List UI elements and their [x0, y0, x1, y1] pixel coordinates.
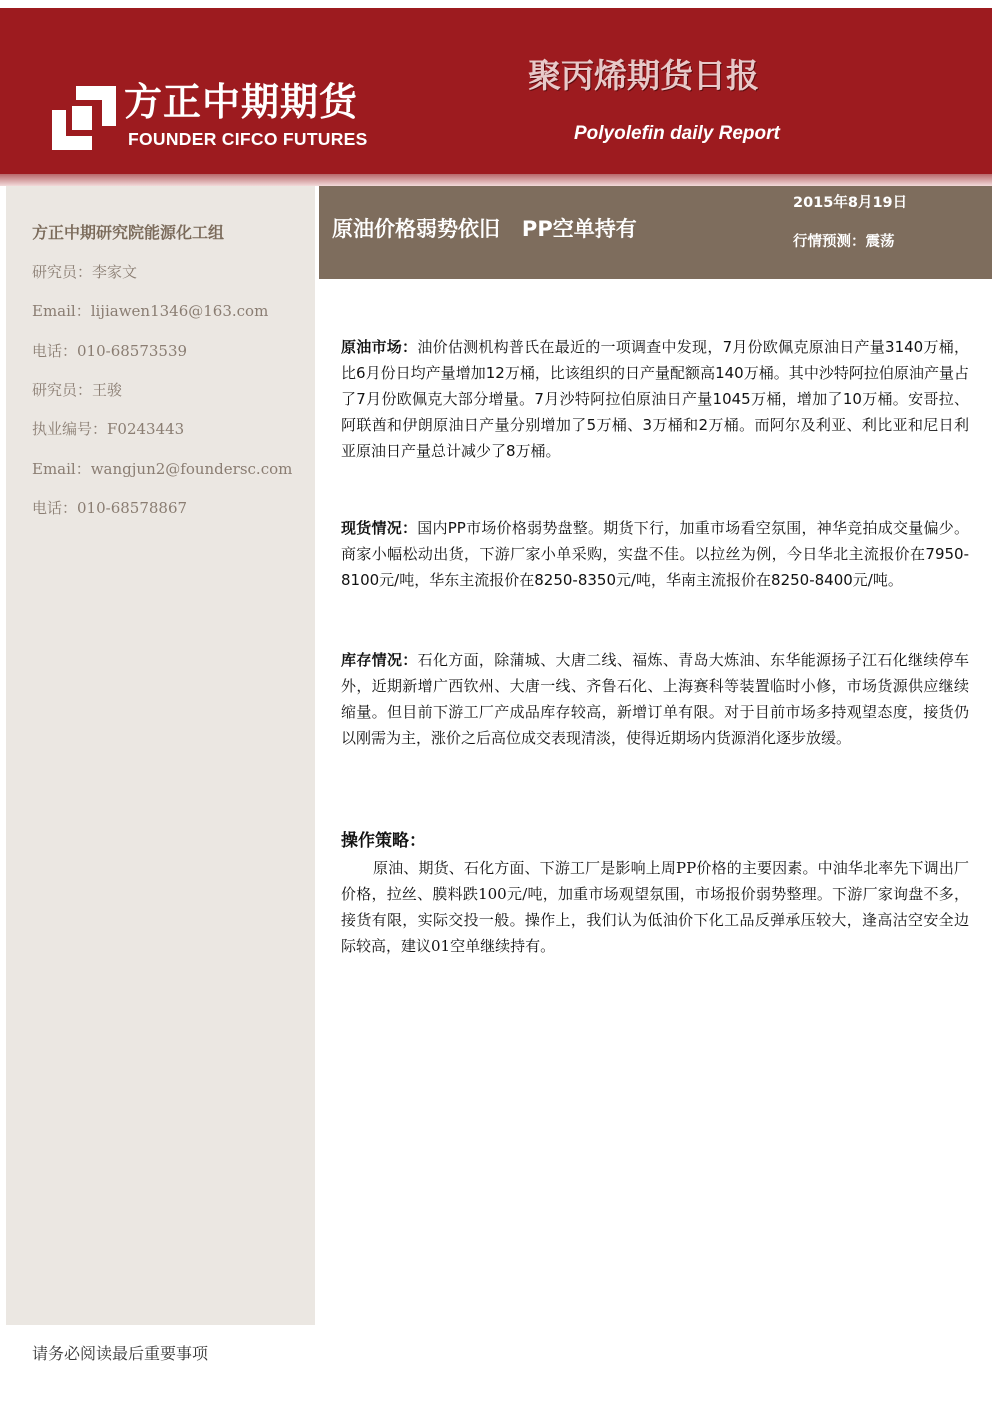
section-text: 石化方面，除蒲城、大唐二线、福炼、青岛大炼油、东华能源扬子江石化继续停车外，近期新增广西钦州、大唐一线、齐鲁石化、上海赛科等装置临时小修，市场货源供应继续缩量。但目前下游工厂产成品库存较高，新增订单有限。对于目前市场多持观望态度，接货仍以刚需为主，涨价之后高位成交表现清淡，使得近期场内货源消化逐步放缓。 — [341, 651, 969, 747]
researcher-1-email[interactable]: Email：lijiawen1346@163.com — [32, 302, 269, 320]
report-date: 2015年8月19日 — [793, 195, 908, 211]
report-subtitle: Polyolefin daily Report — [574, 123, 780, 144]
section-label: 库存情况： — [341, 651, 418, 669]
section-text: 油价估测机构普氏在最近的一项调查中发现，7月份欧佩克原油日产量3140万桶，比6月份日均产量增加12万桶，比该组织的日产量配额高140万桶。其中沙特阿拉伯原油产量占了7月份欧佩克大部分增量。7月沙特阿拉伯原油日产量1045万桶，增加了10万桶。安哥拉、阿联酋和伊朗原油日产量分别增加了5万桶、3万桶和2万桶。而阿尔及利亚、利比亚和尼日利亚原油日产量总计减少了8万桶。 — [341, 338, 969, 460]
footer-disclaimer-note[interactable]: 请务必阅读最后重要事项 — [32, 1344, 209, 1363]
section-crude-oil — [341, 334, 969, 464]
section-spot — [341, 515, 969, 593]
company-logo-icon — [52, 86, 116, 150]
section-text: 国内PP市场价格弱势盘整。期货下行，加重市场看空氛围，神华竞拍成交量偏少。商家小幅松动出货，下游厂家小单采购，实盘不佳。以拉丝为例，今日华北主流报价在7950-8100元/吨，华东主流报价在8250-8350元/吨，华南主流报价在8250-8400元/吨。 — [341, 519, 969, 589]
headline: 原油价格弱势依旧 PP空单持有 — [332, 217, 637, 241]
sidebar — [6, 186, 315, 1325]
headline-banner — [319, 186, 992, 279]
logo-english-name: FOUNDER CIFCO FUTURES — [128, 129, 368, 149]
section-inventory — [341, 647, 969, 751]
market-forecast: 行情预测：震荡 — [793, 234, 895, 250]
researcher-2: 研究员：王骏 — [32, 381, 123, 399]
report-title: 聚丙烯期货日报 — [528, 56, 759, 95]
section-label: 原油市场： — [341, 338, 418, 356]
strategy-heading: 操作策略： — [341, 831, 426, 851]
researcher-1: 研究员：李家文 — [32, 263, 138, 281]
research-group: 方正中期研究院能源化工组 — [32, 223, 225, 242]
strategy-text: 原油、期货、石化方面、下游工厂是影响上周PP价格的主要因素。中油华北率先下调出厂价格，拉丝、膜料跌100元/吨，加重市场观望氛围，市场报价弱势整理。下游厂家询盘不多，接货有限，实际交投一般。操作上，我们认为低油价下化工品反弹承压较大，逢高沽空安全边际较高，建议01空单继续持有。 — [341, 859, 969, 955]
researcher-2-email[interactable]: Email：wangjun2@foundersc.com — [32, 460, 293, 478]
header-divider — [0, 174, 992, 186]
section-label: 现货情况： — [341, 519, 418, 537]
researcher-2-phone: 电话：010-68578867 — [32, 499, 188, 517]
logo-chinese-name: 方正中期期货 — [124, 80, 359, 124]
researcher-1-phone: 电话：010-68573539 — [32, 342, 188, 360]
license-number: 执业编号：F0243443 — [32, 420, 185, 438]
